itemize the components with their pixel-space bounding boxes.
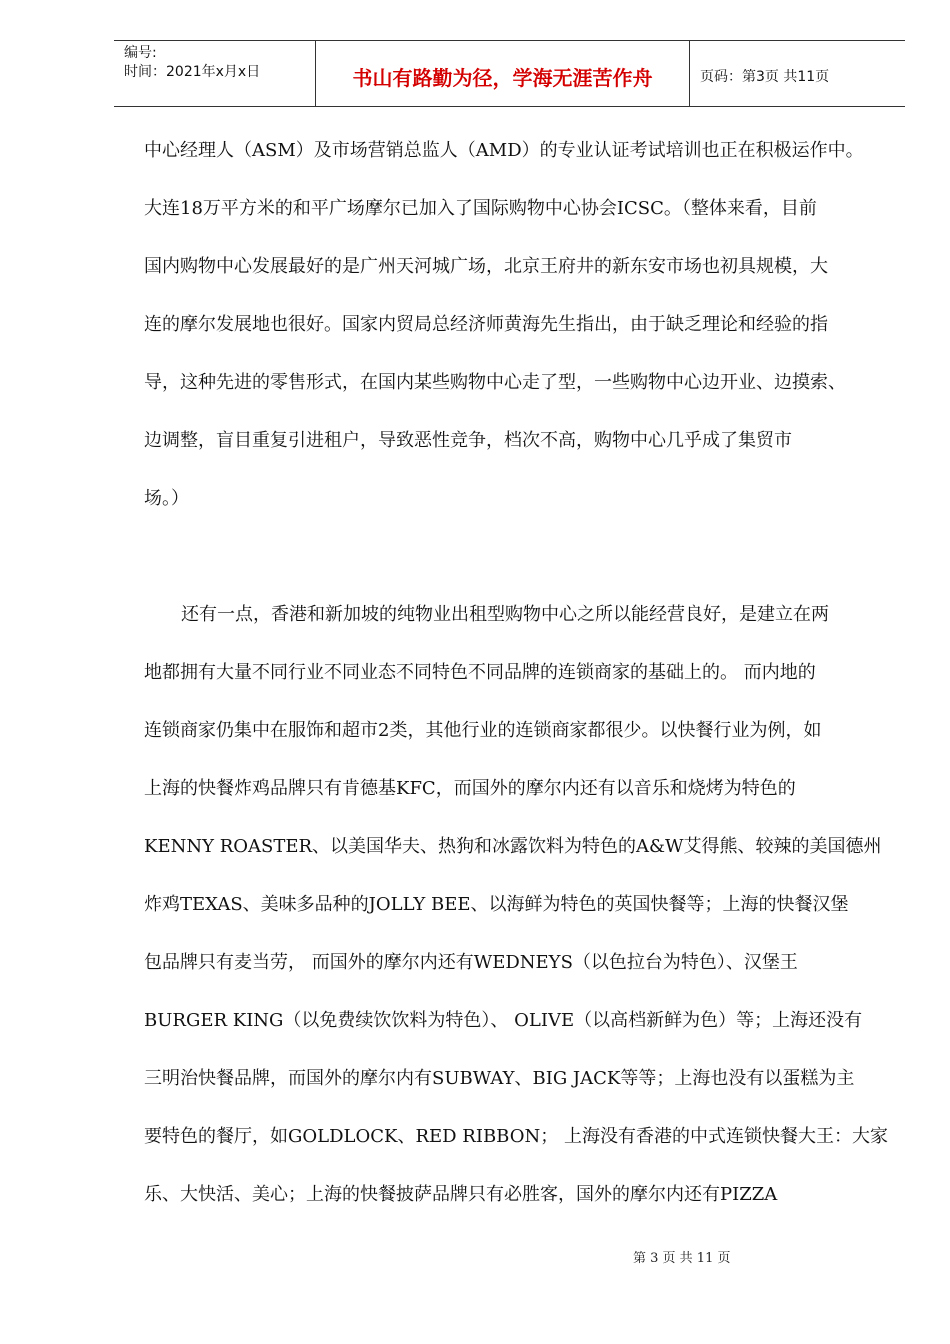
body-line: 乐、大快活、美心；上海的快餐披萨品牌只有必胜客，国外的摩尔内还有PIZZA	[144, 1184, 778, 1205]
body-line: 连的摩尔发展地也很好。国家内贸局总经济师黄海先生指出，由于缺乏理论和经验的指	[144, 314, 828, 335]
page-header	[114, 40, 905, 107]
body-line: KENNY ROASTER、以美国华夫、热狗和冰露饮料为特色的A&W艾得熊、较辣的美国德州	[144, 836, 882, 857]
body-line: 连锁商家仍集中在服饰和超市2类，其他行业的连锁商家都很少。以快餐行业为例，如	[144, 720, 822, 741]
body-line: 场。）	[144, 488, 189, 509]
header-motto: 书山有路勤为径，学海无涯苦作舟	[352, 66, 653, 90]
body-line: 炸鸡TEXAS、美味多品种的JOLLY BEE、以海鲜为特色的英国快餐等；上海的快餐汉堡	[144, 894, 849, 915]
body-line: 边调整，盲目重复引进租户，导致恶性竞争，档次不高，购物中心几乎成了集贸市	[144, 430, 792, 451]
document-time-label: 时间：2021年x月x日	[124, 64, 261, 80]
body-line: 要特色的餐厅，如GOLDLOCK、RED RIBBON； 上海没有香港的中式连锁快餐大王：大家	[144, 1126, 888, 1147]
body-line: 包品牌只有麦当劳， 而国外的摩尔内还有WEDNEYS（以色拉台为特色）、汉堡王	[144, 952, 798, 973]
header-motto-cell	[316, 41, 690, 106]
body-line: BURGER KING（以免费续饮饮料为特色）、 OLIVE（以高档新鲜为色）等；上海还没有	[144, 1010, 863, 1031]
page-footer: 第 3 页 共 11 页	[633, 1251, 731, 1266]
header-page-cell	[690, 41, 905, 106]
header-page-code: 页码：第3页 共11页	[700, 69, 830, 85]
document-number-label: 编号:	[124, 45, 157, 61]
body-line: 国内购物中心发展最好的是广州天河城广场，北京王府井的新东安市场也初具规模，大	[144, 256, 828, 277]
body-line: 地都拥有大量不同行业不同业态不同特色不同品牌的连锁商家的基础上的。 而内地的	[144, 662, 816, 683]
body-line: 还有一点，香港和新加坡的纯物业出租型购物中心之所以能经营良好，是建立在两	[181, 604, 829, 625]
body-line: 中心经理人（ASM）及市场营销总监人（AMD）的专业认证考试培训也正在积极运作中。	[144, 140, 864, 161]
body-line: 上海的快餐炸鸡品牌只有肯德基KFC，而国外的摩尔内还有以音乐和烧烤为特色的	[144, 778, 796, 799]
body-line: 导，这种先进的零售形式，在国内某些购物中心走了型，一些购物中心边开业、边摸索、	[144, 372, 846, 393]
header-info-cell	[114, 41, 316, 106]
body-line: 大连18万平方米的和平广场摩尔已加入了国际购物中心协会ICSC。（整体来看，目前	[144, 198, 817, 219]
body-line: 三明治快餐品牌，而国外的摩尔内有SUBWAY、BIG JACK等等；上海也没有以蛋糕为主	[144, 1068, 855, 1089]
